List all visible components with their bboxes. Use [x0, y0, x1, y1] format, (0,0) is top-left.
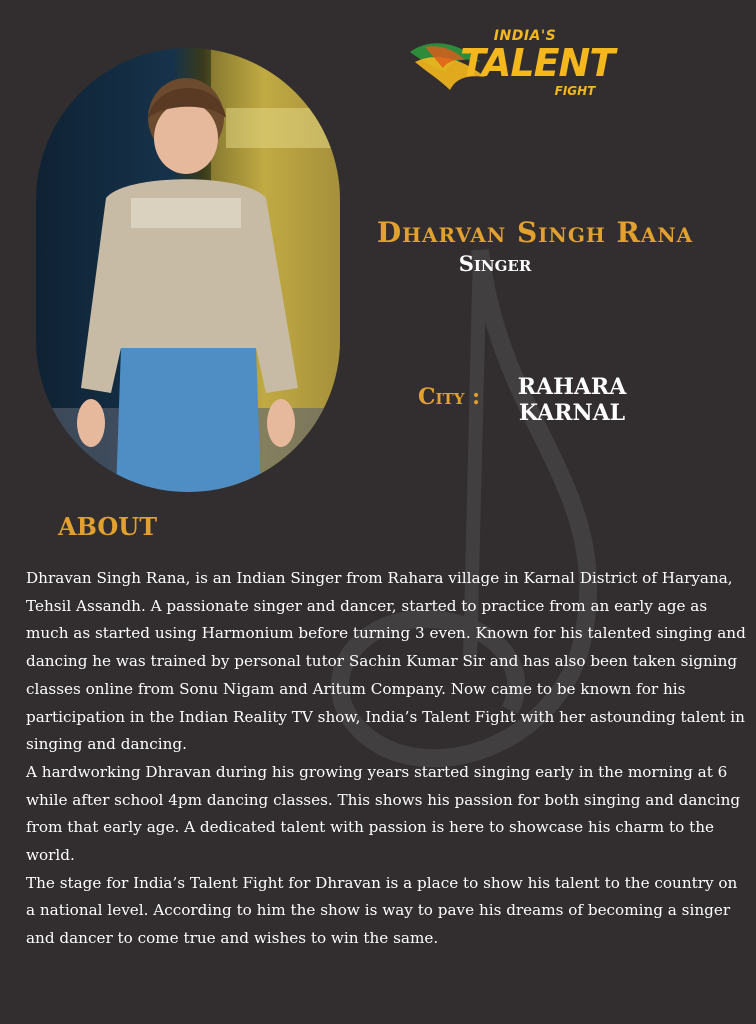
boy-figure [36, 48, 340, 492]
person-role: Singer [458, 251, 532, 276]
city-label: City : [418, 384, 481, 410]
about-text [26, 565, 746, 953]
logo-line-3: FIGHT [554, 84, 596, 98]
city-line-1: RAHARA [517, 374, 627, 400]
city-value [502, 374, 642, 426]
talent-fight-logo [405, 22, 615, 112]
about-heading: ABOUT [58, 512, 158, 541]
profile-photo [36, 48, 340, 492]
about-paragraph: A hardworking Dhravan during his growing years started singing early in the morning at 6 while after school 4pm dancing classes. This shows his passion for both singing and dancing from that early age. A dedicated talent with passion is here to showcase his charm to the world. [26, 762, 741, 865]
about-paragraph: The stage for India’s Talent Fight for Dhravan is a place to show his talent to the country on a national level. According to him the show is way to pave his dreams of becoming a singer and dancer to come true and wishes to win the same. [26, 873, 738, 948]
logo-line-2: TALENT [460, 41, 615, 85]
city-line-2: KARNAL [518, 400, 626, 426]
logo-line-1: INDIA'S [493, 28, 557, 44]
person-name: Dharvan Singh Rana [376, 216, 694, 249]
about-paragraph: Dhravan Singh Rana, is an Indian Singer from Rahara village in Karnal District of Haryana, Tehsil Assandh. A passionate singer and dancer, started to practice from an early age as much as started using Harmonium before turning 3 even. Known for his talented singing and dancing he was trained by personal tutor Sachin Kumar Sir and has also been taken signing classes online from Sonu Nigam and Aritum Company. Now came to be known for his participation in the Indian Reality TV show, India’s Talent Fight with her astounding talent in singing and dancing. [26, 569, 746, 754]
